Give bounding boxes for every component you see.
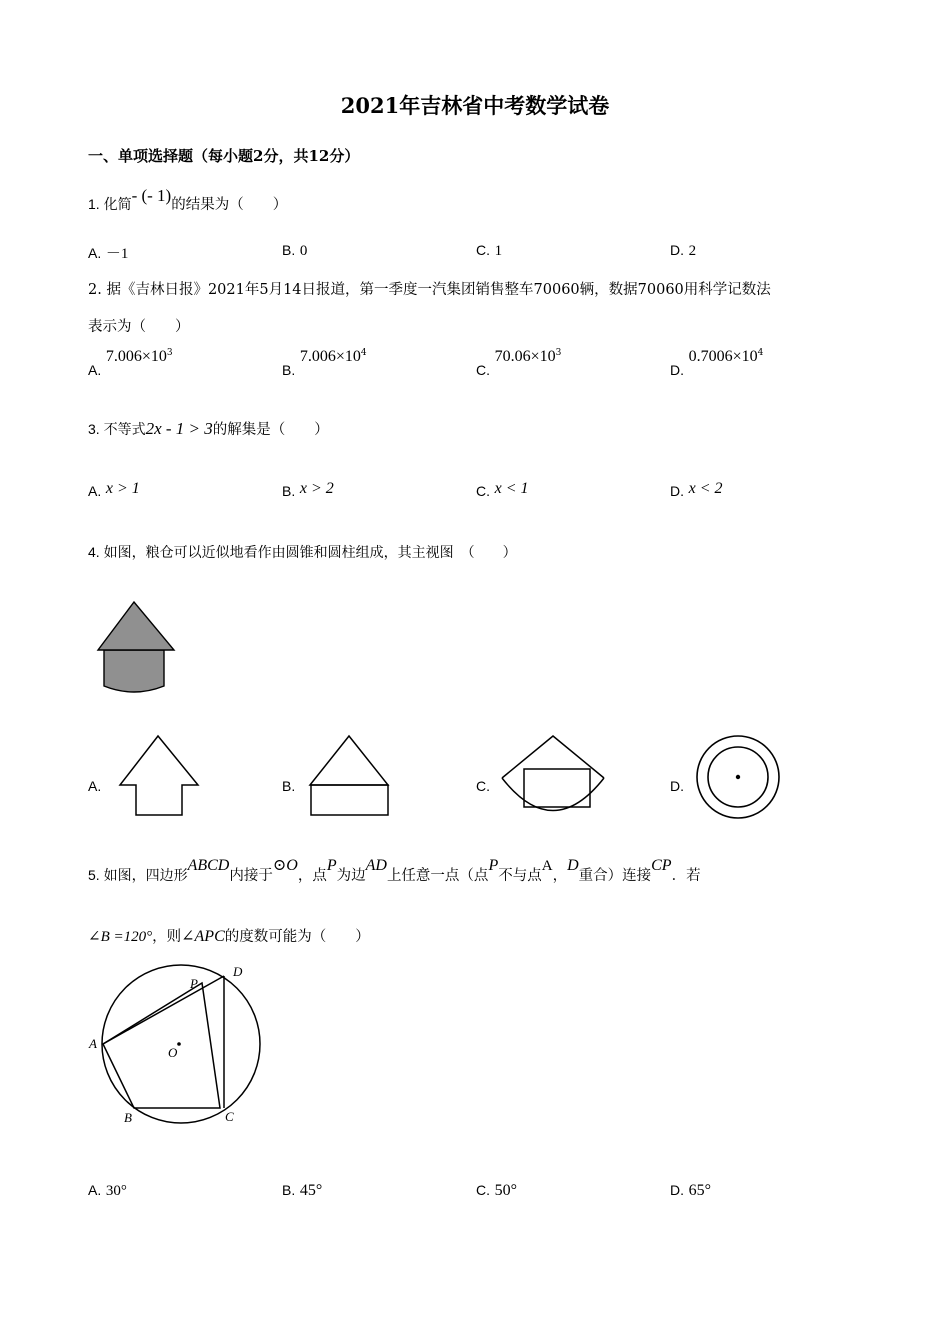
q5-line-2: ∠B =120°，则∠APC的度数可能为（ ） [88,928,370,945]
fig-label-p: P [190,976,198,991]
q5-option-a: A. 30° [88,1182,127,1199]
q4-option-a-figure [118,733,202,819]
q5-circle-figure [86,958,270,1130]
q2-option-b: B. $7.006\times 10^4$ [282,348,367,378]
q4-option-c-figure [496,733,610,825]
q2-line-1: 2. 据《吉林日报》2021年5月14日报道，第一季度一汽集团销售整车70060辆，数据70060用科学记数法 [88,282,771,298]
q2-option-d: D. $0.7006\times 10^4$ [670,348,764,378]
page-title: 2021年吉林省中考数学试卷 [340,93,610,118]
q1-option-b: B. 0 [282,242,308,259]
q3-option-c: C. x < 1 [476,480,529,499]
section-heading: 一、单项选择题（每小题2分，共12分） [88,147,360,165]
q4-option-b-figure [308,733,392,819]
q5-line-1: 5. 如图，四边形ABCD内接于⊙O，点P为边AD上任意一点（点P不与点A，D重合）连接CP．若 [88,857,701,884]
q1-tail: 的结果为（ ） [171,197,288,213]
q1-number: 1. 化简 [88,196,132,212]
q4-option-a-label: A. [88,778,102,794]
q4-option-b-label: B. [282,778,296,794]
q4-option-c-label: C. [476,778,490,794]
granary-figure [94,598,180,696]
q3-option-b: B. x > 2 [282,480,334,499]
q5-option-b: B. 45° [282,1182,323,1199]
q1-expression: - (- 1) [131,186,172,205]
fig-label-b: B [124,1110,132,1125]
q2-line-2: 表示为（ ） [88,319,190,335]
q4-option-d-figure [694,733,782,821]
fig-label-o: O [168,1045,178,1060]
question-1 [88,186,288,214]
fig-label-d: D [233,964,243,979]
q2-option-a: A. $7.006\times 10^3$ [88,348,173,378]
q1-option-a: A. －1 [88,245,129,262]
q1-option-d: D. 2 [670,242,697,259]
q3-expression: 2x - 1 > 3 [145,419,213,438]
q2-option-c: C. $70.06\times 10^3$ [476,348,562,378]
q5-option-d: D. 65° [670,1182,712,1199]
fig-label-a: A [89,1036,97,1051]
question-3: 3. 不等式2x - 1 > 3的解集是（ ） [88,419,329,438]
q3-option-d: D. x < 2 [670,480,723,499]
q4-option-d-label: D. [670,778,684,794]
q1-option-c: C. 1 [476,242,503,259]
q5-option-c: C. 50° [476,1182,518,1199]
question-4: 4. 如图，粮仓可以近似地看作由圆锥和圆柱组成，其主视图 （ ） [88,544,517,560]
fig-label-c: C [225,1109,234,1124]
q3-option-a: A. x > 1 [88,480,140,499]
